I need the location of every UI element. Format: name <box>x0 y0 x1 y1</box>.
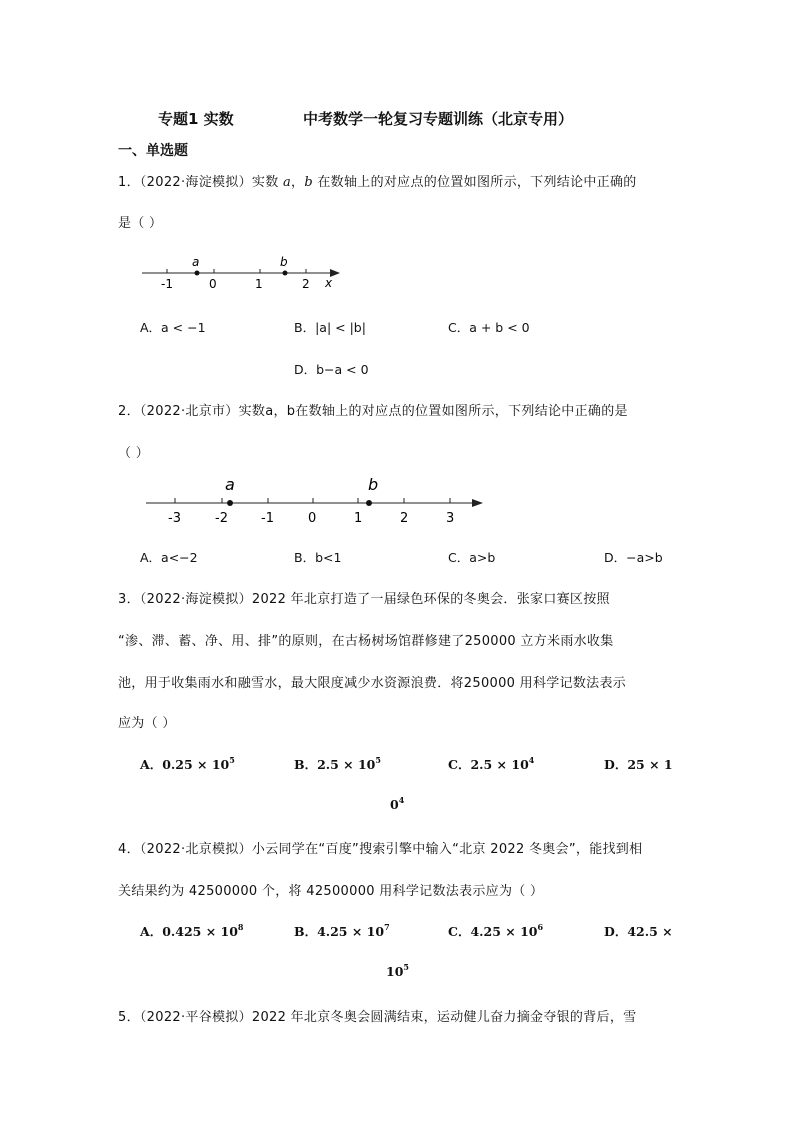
point-b-label: b <box>280 255 288 269</box>
option-b: B．b<1 <box>294 550 342 565</box>
option-c: C．$4.25 \times 10^6$ <box>448 922 544 939</box>
point-a-label: a <box>225 475 235 494</box>
option-b: B．|a| < |b| <box>294 320 366 335</box>
number-line-1 <box>135 252 355 294</box>
question-1-line-1: 1．（2022·海淀模拟）实数 a，b 在数轴上的对应点的位置如图所示，下列结论中正确的 <box>118 175 637 190</box>
question-1-line-2: 是（ ） <box>118 216 163 231</box>
option-d: D．42.5 × <box>604 924 673 939</box>
tick-label: 1 <box>354 511 363 526</box>
question-4-line-1: 4．（2022·北京模拟）小云同学在“百度”搜索引擎中输入“北京 2022 冬奥会”，能找到相 <box>118 842 643 857</box>
question-2-line-1: 2．（2022·北京市）实数a，b在数轴上的对应点的位置如图所示，下列结论中正确的是 <box>118 404 628 419</box>
tick-label: -2 <box>215 511 228 526</box>
option-a: A．$0.425 \times 10^8$ <box>140 922 244 939</box>
axis-label: x <box>325 276 333 290</box>
question-3-line-1: 3．（2022·海淀模拟）2022 年北京打造了一届绿色环保的冬奥会．张家口赛区按照 <box>118 592 610 607</box>
tick-label: -3 <box>168 511 181 526</box>
option-a: A．$0.25 \times 10^5$ <box>140 755 235 772</box>
topic-title: 专题1 实数 <box>158 110 234 128</box>
tick-label: 1 <box>255 277 263 291</box>
tick-label: -1 <box>161 277 173 291</box>
point-b <box>283 271 288 276</box>
option-d-wrap: $0^4$ <box>390 795 405 812</box>
point-a-label: a <box>192 255 200 269</box>
point-b <box>366 500 372 506</box>
tick-label: 2 <box>400 511 409 526</box>
tick-label: 3 <box>446 511 455 526</box>
question-5-line-1: 5．（2022·平谷模拟）2022 年北京冬奥会圆满结束，运动健儿奋力摘金夺银的背后，雪 <box>118 1010 637 1025</box>
question-2-line-2: （ ） <box>118 446 150 461</box>
point-a <box>195 271 200 276</box>
document-title <box>158 108 234 129</box>
option-c: C．$2.5 \times 10^4$ <box>448 755 535 772</box>
series-title: 中考数学一轮复习专题训练（北京专用） <box>303 110 574 128</box>
axis-arrow <box>472 499 483 507</box>
option-d: D．−a>b <box>604 550 663 565</box>
section-title: 一、单选题 <box>118 143 188 159</box>
option-d: D．b−a < 0 <box>294 362 369 377</box>
option-c: C．a>b <box>448 550 496 565</box>
number-line-2 <box>138 472 488 530</box>
point-a <box>227 500 233 506</box>
option-b: B．$2.5 \times 10^5$ <box>294 755 381 772</box>
tick-label: -1 <box>261 511 274 526</box>
tick-label: 0 <box>209 277 217 291</box>
question-3-line-4: 应为（ ） <box>118 716 176 731</box>
option-a: A．a < −1 <box>140 320 206 335</box>
option-d: D．25 × 1 <box>604 757 673 772</box>
option-a: A．a<−2 <box>140 550 198 565</box>
question-4-line-2: 关结果约为 42500000 个，将 42500000 用科学记数法表示应为（ ） <box>118 884 544 899</box>
question-3-line-3: 池，用于收集雨水和融雪水，最大限度减少水资源浪费．将250000 用科学记数法表示 <box>118 676 627 691</box>
option-c: C．a + b < 0 <box>448 320 530 335</box>
point-b-label: b <box>368 475 379 494</box>
question-3-line-2: “渗、滞、蓄、净、用、排”的原则，在古杨树场馆群修建了250000 立方米雨水收集 <box>118 634 614 649</box>
option-b: B．$4.25 \times 10^7$ <box>294 922 390 939</box>
tick-label: 2 <box>302 277 310 291</box>
tick-label: 0 <box>308 511 317 526</box>
option-d-wrap: $10^5$ <box>386 962 409 979</box>
